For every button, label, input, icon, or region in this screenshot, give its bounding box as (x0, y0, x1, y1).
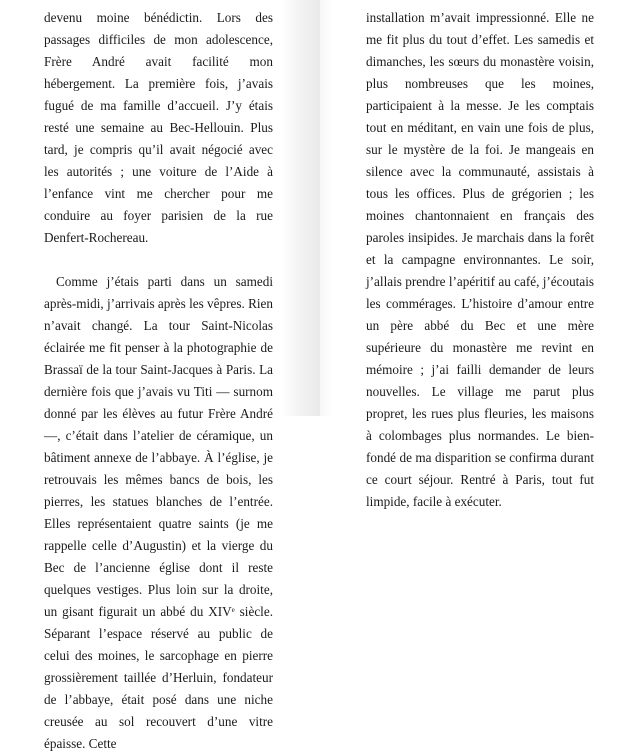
right-page-text (366, 7, 594, 513)
paragraph (44, 271, 273, 755)
paragraph-text-end: siècle. Séparant l’espace réservé au public de celui des moines, le sarcophage en pierre grossièrement taillée d’Herluin, fondateur de l’abbaye, était posé dans une niche creusée au sol recouvert d’une vitre épaisse. Cette (44, 604, 273, 751)
left-page (0, 0, 320, 751)
paragraph: devenu moine bénédictin. Lors des passages difficiles de mon adolescence, Frère André avait facilité mon hébergement. La première fois, j’avais fugué de ma famille d’accueil. J’y étais resté une semaine au Bec-Hellouin. Plus tard, je compris qu’il avait négocié avec les autorités ; une voiture de l’Aide à l’enfance vint me chercher pour me conduire au foyer parisien de la rue Denfert-Rochereau. (44, 10, 273, 245)
paragraph: installation m’avait impressionné. Elle ne me fit plus du tout d’effet. Les samedis et dimanches, les sœurs du monastère voisin, plus nombreuses que les moines, participaient à la messe. Je les comptais tout en méditant, en vain une fois de plus, sur le mystère de la foi. Je mangeais en silence avec la communauté, assistais à tous les offices. Plus de grégorien ; les moines chantonnaient en français des paroles insipides. Je marchais dans la forêt et la campagne environnantes. Le soir, j’allais prendre l’apéritif au café, j’écoutais les commérages. L’histoire d’amour entre un père abbé du Bec et une mère supérieure du monastère me revint en mémoire ; j’ai failli demander de leurs nouvelles. Le village me parut plus propret, les rues plus fleuries, les maisons à colombages plus normandes. Le bien-fondé de ma disparition se confirma durant ce court séjour. Rentré à Paris, tout fut limpide, facile à exécuter. (366, 10, 594, 509)
right-page (320, 0, 640, 509)
century-superscript: e (231, 606, 235, 614)
left-page-text (44, 7, 273, 755)
paragraph-text-start: Comme j’étais parti dans un samedi après-midi, j’arrivais après les vêpres. Rien n’avait changé. La tour Saint-Nicolas éclairée me fit penser à la photographie de Brassaï de la tour Saint-Jacques à Paris. La dernière fois que j’avais vu Titi — surnom donné par les élèves au futur Frère André —, c’était dans l’atelier de céramique, un bâtiment annexe de l’abbaye. À l’église, je retrouvais les mêmes bancs de bois, les pierres, les statues blanches de l’entrée. Elles représentaient quatre saints (je me rappelle celle d’Augustin) et la vierge du Bec de l’ancienne église dont il reste quelques vestiges. Plus loin sur la droite, un gisant figurait un abbé du XIV (44, 274, 273, 619)
